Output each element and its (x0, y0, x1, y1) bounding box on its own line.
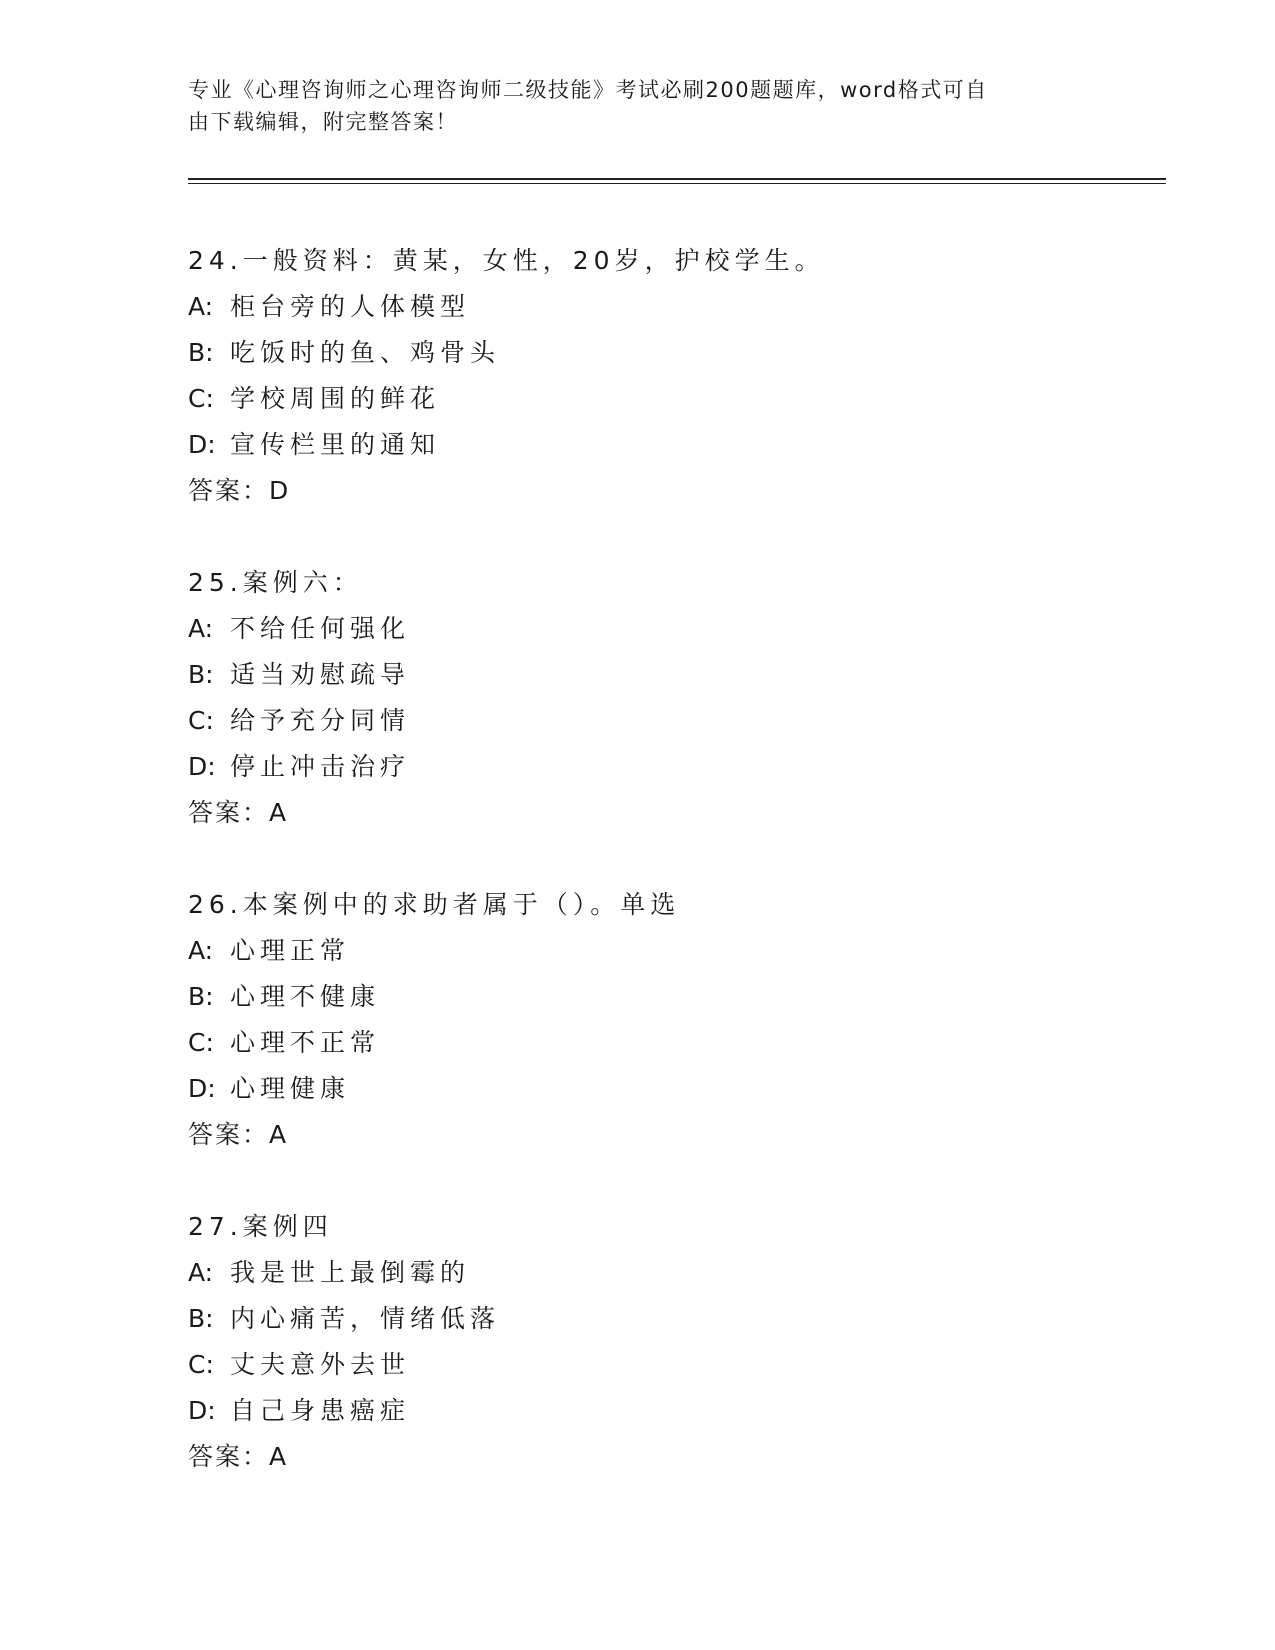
option-letter: D: (188, 752, 216, 781)
option-text: 心理不正常 (230, 1028, 381, 1057)
option-b (188, 974, 1168, 1020)
option-letter: C: (188, 1350, 214, 1379)
option-letter: D: (188, 430, 216, 459)
answer-line: 答案：A (188, 798, 289, 827)
option-letter: C: (188, 1028, 214, 1057)
question-stem: 25.案例六： (188, 568, 363, 597)
option-letter: A: (188, 614, 214, 643)
header-line-1: 专业《心理咨询师之心理咨询师二级技能》考试必刷200题题库，word格式可自 (188, 78, 988, 102)
option-text: 我是世上最倒霉的 (230, 1258, 471, 1287)
option-text: 自己身患癌症 (230, 1396, 411, 1425)
answer-line: 答案：A (188, 1442, 289, 1471)
header-line-2: 由下载编辑，附完整答案！ (188, 110, 458, 134)
option-text: 学校周围的鲜花 (230, 384, 441, 413)
question-27 (188, 1204, 1168, 1480)
option-letter: C: (188, 384, 214, 413)
option-d (188, 744, 1168, 790)
option-letter: A: (188, 1258, 214, 1287)
option-text: 心理不健康 (230, 982, 381, 1011)
option-text: 给予充分同情 (230, 706, 411, 735)
option-text: 内心痛苦，情绪低落 (230, 1304, 501, 1333)
answer-line: 答案：D (188, 476, 291, 505)
answer-line: 答案：A (188, 1120, 289, 1149)
option-text: 不给任何强化 (230, 614, 411, 643)
option-letter: B: (188, 982, 214, 1011)
option-text: 心理正常 (230, 936, 351, 965)
option-d (188, 1066, 1168, 1112)
option-letter: B: (188, 1304, 214, 1333)
option-b (188, 1296, 1168, 1342)
question-24 (188, 238, 1168, 514)
option-letter: A: (188, 936, 214, 965)
option-c (188, 1342, 1168, 1388)
option-text: 心理健康 (230, 1074, 351, 1103)
document-header (188, 74, 1088, 138)
option-letter: B: (188, 660, 214, 689)
question-stem: 24.一般资料：黄某，女性，20岁，护校学生。 (188, 246, 825, 275)
option-a (188, 928, 1168, 974)
option-letter: D: (188, 1074, 216, 1103)
question-25 (188, 560, 1168, 836)
option-c (188, 1020, 1168, 1066)
option-a (188, 1250, 1168, 1296)
option-text: 柜台旁的人体模型 (230, 292, 471, 321)
option-letter: D: (188, 1396, 216, 1425)
option-c (188, 698, 1168, 744)
option-b (188, 330, 1168, 376)
question-stem: 27.案例四 (188, 1212, 333, 1241)
header-divider-thick (188, 178, 1166, 180)
question-26 (188, 882, 1168, 1158)
question-list (188, 238, 1168, 1526)
option-d (188, 1388, 1168, 1434)
option-a (188, 284, 1168, 330)
option-text: 宣传栏里的通知 (230, 430, 441, 459)
option-text: 吃饭时的鱼、鸡骨头 (230, 338, 501, 367)
option-c (188, 376, 1168, 422)
option-letter: A: (188, 292, 214, 321)
option-d (188, 422, 1168, 468)
header-divider-thin (188, 183, 1166, 184)
option-letter: B: (188, 338, 214, 367)
option-text: 适当劝慰疏导 (230, 660, 411, 689)
option-b (188, 652, 1168, 698)
option-text: 停止冲击治疗 (230, 752, 411, 781)
option-text: 丈夫意外去世 (230, 1350, 411, 1379)
option-letter: C: (188, 706, 214, 735)
question-stem: 26.本案例中的求助者属于（）。单选 (188, 890, 681, 919)
option-a (188, 606, 1168, 652)
